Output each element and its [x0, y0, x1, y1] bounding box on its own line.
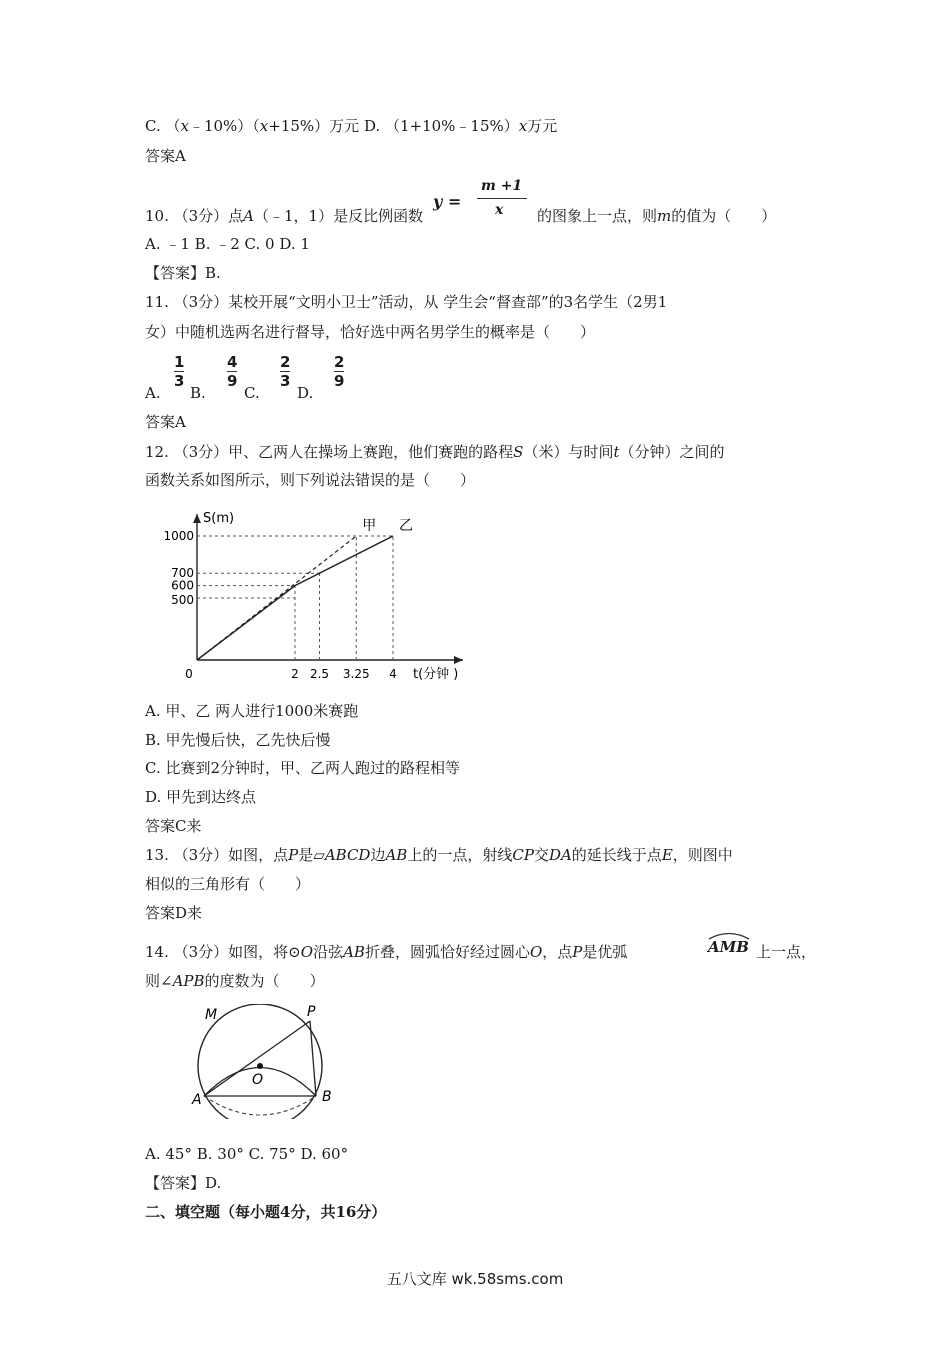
q11-option-d-label: D. [297, 384, 314, 402]
y-axis-label: S(m) [203, 511, 235, 526]
x-tick-label: 4 [389, 667, 397, 681]
series-label-yi: 乙 [399, 518, 413, 534]
q9-answer: 答案A [145, 147, 186, 165]
q11-line2: 女）中随机选两名进行督导，恰好选中两名男学生的概率是（ ） [145, 323, 596, 341]
q14-circle-figure [190, 1004, 350, 1119]
q12-option-d: D. 甲先到达终点 [145, 788, 257, 806]
footer-watermark: 五八文库 wk.58sms.com [386, 1270, 564, 1288]
q14-line2: 则∠APB的度数为（ ） [145, 972, 325, 990]
q9-options-cd: C. （x﹣10%）（x+15%）万元 D. （1+10%﹣15%）x万元 [145, 117, 558, 135]
q11-line1: 11. （3分）某校开展“文明小卫士”活动，从 学生会“督查部”的3名学生（2男1 [145, 293, 668, 311]
q14-arc-notation: AMB [706, 930, 752, 964]
label-o: O [252, 1072, 264, 1088]
q12-line-chart [145, 506, 485, 696]
q12-option-c: C. 比赛到2分钟时，甲、乙两人跑过的路程相等 [145, 759, 461, 777]
x-tick-label: 3.25 [342, 667, 370, 681]
q11-option-c-fraction: 2 3 [280, 353, 291, 390]
q11-answer: 答案A [145, 413, 186, 431]
y-axis-arrow-icon [193, 514, 201, 523]
q11-option-b-fraction: 4 9 [227, 353, 238, 390]
lower-arc-dashed [204, 1096, 316, 1115]
q13-line1: 13. （3分）如图，点P是▱ABCD边AB上的一点，射线CP交DA的延长线于点E，则图中 [145, 846, 733, 864]
q12-option-b: B. 甲先慢后快，乙先快后慢 [145, 731, 331, 749]
x-tick-label: 2 [291, 667, 299, 681]
x-axis-label: t(分钟 ) [413, 667, 459, 682]
center-point [257, 1063, 263, 1069]
q10-stem-end: 的图象上一点，则m的值为（ ） [537, 207, 777, 225]
y-tick-label: 500 [171, 593, 194, 607]
label-m: M [205, 1007, 218, 1023]
q12-line2: 函数关系如图所示，则下列说法错误的是（ ） [145, 471, 476, 489]
q14-answer: 【答案】D. [145, 1174, 222, 1192]
q11-option-b-label: B. [190, 384, 206, 402]
x-tick-label: 0 [185, 667, 193, 681]
q12-option-a: A. 甲、乙 两人进行1000米赛跑 [145, 702, 359, 720]
section2-heading: 二、填空题（每小题4分，共16分） [145, 1203, 387, 1221]
q11-option-a-label: A. [145, 384, 161, 402]
q10-options: A. ﹣1 B. ﹣2 C. 0 D. 1 [145, 235, 310, 253]
x-tick-label: 2.5 [309, 667, 330, 681]
q10-answer: 【答案】B. [145, 264, 221, 282]
segment-pb [310, 1021, 316, 1096]
q12-line1: 12. （3分）甲、乙两人在操场上赛跑，他们赛跑的路程S（米）与时间t（分钟）之间的 [145, 443, 725, 461]
q14-line1-end: 上一点， [756, 943, 817, 961]
y-tick-label: 700 [171, 566, 194, 581]
q10-stem: 10. （3分）点A（﹣1，1）是反比例函数 [145, 207, 424, 225]
q13-answer: 答案D来 [145, 904, 203, 922]
y-tick-label: 1000 [163, 529, 194, 543]
q11-option-a-fraction: 1 3 [174, 353, 185, 390]
series-label-jia: 甲 [362, 518, 377, 534]
y-tick-label: 600 [171, 578, 194, 593]
label-b: B [322, 1089, 332, 1105]
q10-formula: y = m +1 x [433, 176, 533, 226]
x-axis-arrow-icon [454, 656, 463, 664]
q13-line2: 相似的三角形有（ ） [145, 875, 311, 893]
q11-option-c-label: C. [244, 384, 260, 402]
label-a: A [192, 1092, 202, 1108]
q14-options: A. 45° B. 30° C. 75° D. 60° [145, 1145, 349, 1163]
label-p: P [307, 1004, 316, 1020]
q14-line1-start: 14. （3分）如图，将⊙O沿弦AB折叠，圆弧恰好经过圆心O，点P是优弧 [145, 943, 628, 961]
q12-answer: 答案C来 [145, 817, 202, 835]
q11-option-d-fraction: 2 9 [334, 353, 345, 390]
